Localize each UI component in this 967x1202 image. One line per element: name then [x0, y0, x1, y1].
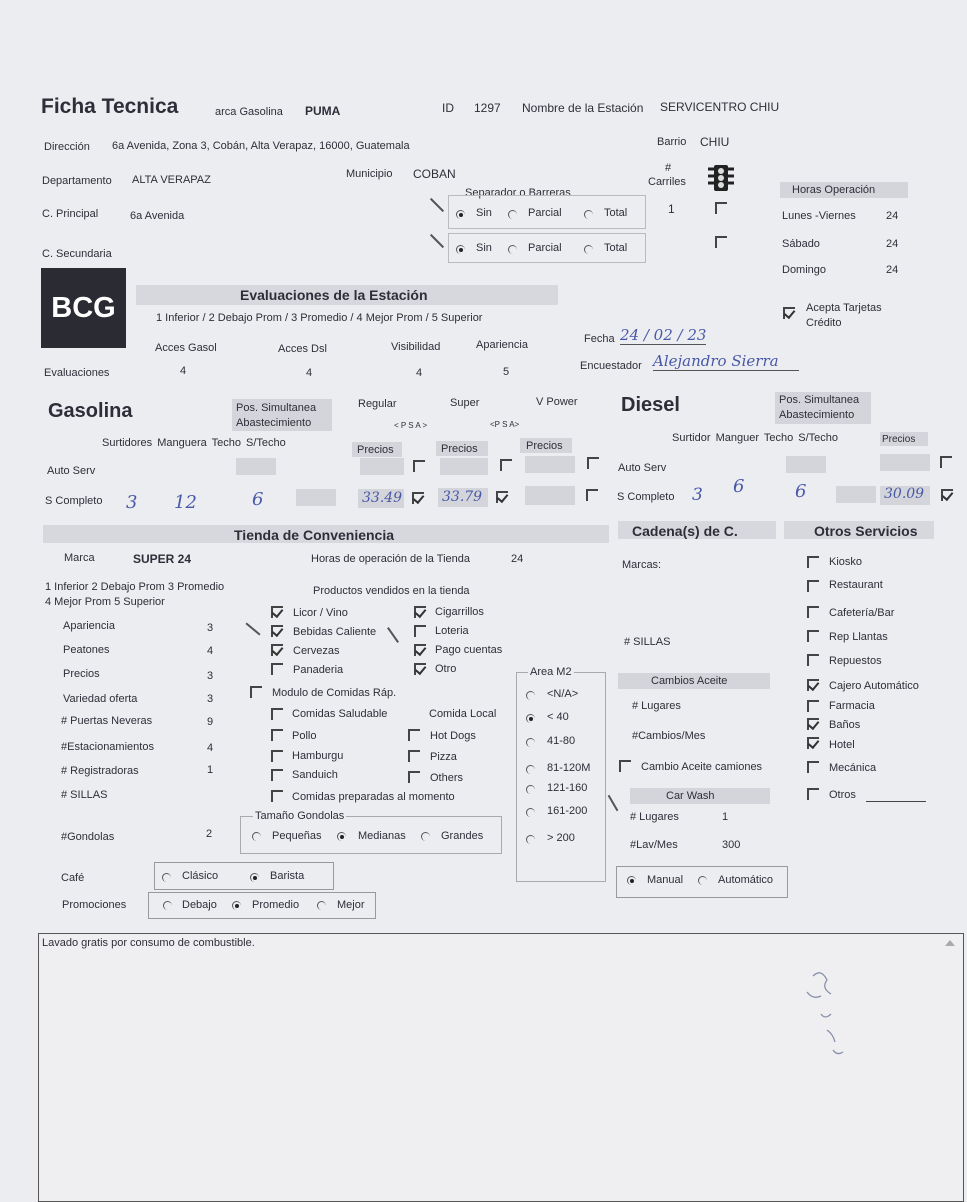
area-na-radio[interactable]	[526, 691, 535, 700]
gas-precio-regular-value: 33.49	[362, 490, 403, 506]
gas-stecho-field[interactable]	[296, 489, 336, 506]
carril2-checkbox[interactable]	[715, 236, 727, 248]
area-lt40-label: < 40	[547, 711, 569, 723]
barista-label: Barista	[270, 870, 305, 882]
horas-domingo-label: Domingo	[782, 264, 827, 276]
debajo-radio[interactable]	[163, 901, 172, 910]
pollo-checkbox[interactable]	[271, 729, 283, 741]
rating-sillas-label: # SILLAS	[61, 789, 108, 801]
diesel-auto-precio-field[interactable]	[880, 454, 930, 471]
tienda-horas-label: Horas de operación de la Tienda	[311, 553, 470, 565]
separador2-parcial-radio[interactable]	[508, 245, 517, 254]
psa-regular: < P S A >	[394, 421, 428, 430]
loteria-checkbox[interactable]	[414, 625, 426, 637]
area-group	[516, 672, 606, 882]
form-title: Ficha Tecnica	[41, 95, 179, 118]
cafeteria-checkbox[interactable]	[807, 606, 819, 618]
gas-precio-vpower-field[interactable]	[525, 486, 575, 505]
productos-title: Productos vendidos en la tienda	[313, 585, 470, 597]
precios-label-3: Precios	[526, 440, 563, 452]
lav-mes-value: 300	[722, 839, 741, 851]
gas-regular-checkbox[interactable]	[412, 492, 424, 504]
grandes-label: Grandes	[441, 830, 484, 842]
repuestos-checkbox[interactable]	[807, 654, 819, 666]
medianas-radio[interactable]	[337, 832, 346, 841]
sanduich-label: Sanduich	[292, 769, 338, 781]
rating-peatones-value: 4	[207, 645, 214, 657]
rating-apariencia-label: Apariencia	[63, 620, 115, 632]
mejor-radio[interactable]	[317, 901, 326, 910]
camiones-label: Cambio Aceite camiones	[641, 761, 763, 773]
cambios-mes-label: #Cambios/Mes	[632, 730, 706, 742]
separador2-parcial-label: Parcial	[528, 242, 562, 254]
cigarrillos-checkbox[interactable]	[414, 606, 426, 618]
mejor-label: Mejor	[337, 899, 365, 911]
pen-mark	[430, 234, 444, 248]
eval-apariencia-label: Apariencia	[476, 339, 528, 351]
licor-label: Licor / Vino	[293, 607, 348, 619]
gas-manguera-value[interactable]: 12	[174, 492, 197, 513]
tarjetas-checkbox[interactable]	[783, 307, 795, 319]
separador1-sin-radio[interactable]	[456, 210, 465, 219]
diesel-manguer-value[interactable]: 6	[733, 476, 745, 497]
departamento-label: Departamento	[42, 175, 112, 187]
hotdogs-checkbox[interactable]	[408, 729, 420, 741]
preparadas-checkbox[interactable]	[271, 790, 283, 802]
scroll-up-icon[interactable]	[945, 940, 955, 946]
gas-auto-precio-super[interactable]	[440, 458, 488, 475]
area-81-120-radio[interactable]	[526, 765, 535, 774]
cajero-checkbox[interactable]	[807, 679, 819, 691]
secundaria-label: C. Secundaria	[42, 248, 112, 260]
pen-mark	[245, 622, 260, 635]
eval-acces-dsl-value: 4	[306, 367, 313, 379]
kiosko-label: Kiosko	[829, 556, 863, 568]
area-121-160-label: 121-160	[547, 782, 588, 794]
tienda-scale-line1: 1 Inferior 2 Debajo Prom 3 Promedio	[45, 581, 225, 593]
pen-mark	[430, 198, 444, 212]
tienda-horas-value: 24	[511, 553, 524, 565]
rating-variedad-label: Variedad oferta	[63, 693, 138, 705]
carwash-title: Car Wash	[666, 790, 715, 802]
pizza-label: Pizza	[430, 751, 457, 763]
banos-label: Baños	[829, 719, 861, 731]
horas-domingo-value: 24	[886, 264, 899, 276]
cigarrillos-label: Cigarrillos	[435, 606, 484, 618]
horas-sabado-label: Sábado	[782, 238, 820, 250]
gasolina-pos-line1: Pos. Simultanea	[236, 402, 317, 414]
area-121-160-radio[interactable]	[526, 785, 535, 794]
gasolina-columns: Surtidores Manguera Techo S/Techo	[102, 437, 286, 449]
regular-label: Regular	[358, 398, 397, 410]
otro-label: Otro	[435, 663, 457, 675]
clasico-radio[interactable]	[162, 873, 171, 882]
gas-super-checkbox[interactable]	[496, 491, 508, 503]
otros-label: Otros	[829, 789, 856, 801]
direccion-label: Dirección	[44, 141, 90, 153]
rating-apariencia-value: 3	[207, 622, 214, 634]
rating-peatones-label: Peatones	[63, 644, 110, 656]
notes-text: Lavado gratis por consumo de combustible.	[42, 937, 255, 949]
vpower-label: V Power	[536, 396, 578, 408]
rating-neveras-label: # Puertas Neveras	[61, 715, 153, 727]
eval-acces-gasol-value: 4	[180, 365, 187, 377]
area-161-200-radio[interactable]	[526, 808, 535, 817]
clasico-label: Clásico	[182, 870, 219, 882]
diesel-techo-value[interactable]: 6	[795, 481, 807, 502]
farmacia-label: Farmacia	[829, 700, 875, 712]
diesel-precios-label: Precios	[882, 434, 916, 445]
encuestador-value[interactable]: Alejandro Sierra	[653, 352, 799, 371]
area-title: Area M2	[530, 666, 572, 678]
restaurant-checkbox[interactable]	[807, 580, 819, 592]
saludable-label: Comidas Saludable	[292, 708, 388, 720]
evaluaciones-title: Evaluaciones de la Estación	[240, 287, 428, 303]
diesel-auto-serv-label: Auto Serv	[618, 462, 667, 474]
separador2-sin-label: Sin	[476, 242, 492, 254]
rating-estacionamientos-value: 4	[207, 742, 214, 754]
eval-visibilidad-label: Visibilidad	[391, 341, 441, 353]
diesel-pos-line1: Pos. Simultanea	[779, 394, 860, 406]
encuestador-label: Encuestador	[580, 360, 642, 372]
horas-lunes-label: Lunes -Viernes	[782, 210, 856, 222]
traffic-light-icon	[708, 163, 734, 198]
manual-label: Manual	[647, 874, 684, 886]
modulo-checkbox[interactable]	[250, 686, 262, 698]
separador1-parcial-radio[interactable]	[508, 210, 517, 219]
separador-title: Separador o Barreras	[465, 187, 571, 199]
rating-registradoras-label: # Registradoras	[61, 765, 139, 777]
diesel-surtidor-value[interactable]: 3	[692, 485, 703, 505]
rating-neveras-value: 9	[207, 716, 214, 728]
banos-checkbox[interactable]	[807, 718, 819, 730]
pen-mark	[608, 795, 619, 812]
gas-s-completo-label: S Completo	[45, 495, 103, 507]
bcg-logo: BCG	[41, 268, 126, 348]
promedio-label: Promedio	[252, 899, 300, 911]
principal-value: 6a Avenida	[130, 210, 185, 222]
precios-label-2: Precios	[441, 443, 478, 455]
area-lt40-radio[interactable]	[526, 714, 535, 723]
carriles-value: 1	[668, 202, 675, 216]
diesel-title: Diesel	[621, 394, 680, 416]
diesel-pos-line2: Abastecimiento	[779, 409, 855, 421]
area-na-label: <N/A>	[547, 688, 579, 700]
gas-surtidores-value[interactable]: 3	[126, 492, 138, 513]
mecanica-checkbox[interactable]	[807, 761, 819, 773]
gasolina-title: Gasolina	[48, 400, 133, 422]
principal-label: C. Principal	[42, 208, 99, 220]
station-name-value: SERVICENTRO CHIU	[660, 100, 780, 114]
gondolas-value: 2	[206, 828, 213, 840]
hamburgu-checkbox[interactable]	[271, 750, 283, 762]
municipio-value: COBAN	[413, 167, 456, 181]
camiones-checkbox[interactable]	[619, 760, 631, 772]
super-label: Super	[450, 397, 480, 409]
marca-label: arca Gasolina	[215, 106, 283, 118]
tienda-scale-line2: 4 Mejor Prom 5 Superior	[45, 596, 165, 608]
direccion-value: 6a Avenida, Zona 3, Cobán, Alta Verapaz, 16000, Guatemala	[112, 140, 410, 152]
horas-sabado-value: 24	[886, 238, 899, 250]
rating-estacionamientos-label: #Estacionamientos	[61, 741, 154, 753]
eval-acces-gasol-label: Acces Gasol	[155, 342, 217, 354]
automatico-label: Automático	[718, 874, 774, 886]
licor-checkbox[interactable]	[271, 606, 283, 618]
barista-radio[interactable]	[250, 873, 259, 882]
precios-label-1: Precios	[357, 444, 394, 456]
cambios-title: Cambios Aceite	[651, 675, 728, 687]
notes-textarea[interactable]	[38, 933, 964, 1202]
horas-lunes-value: 24	[886, 210, 899, 222]
bebidas-label: Bebidas Caliente	[293, 626, 377, 638]
departamento-value: ALTA VERAPAZ	[132, 174, 211, 186]
diesel-precio-value: 30.09	[884, 486, 925, 502]
gondolas-label: #Gondolas	[61, 831, 115, 843]
pen-mark	[387, 627, 399, 643]
gas-auto-precio-regular[interactable]	[360, 458, 404, 475]
farmacia-checkbox[interactable]	[807, 700, 819, 712]
area-41-80-radio[interactable]	[526, 738, 535, 747]
cajero-label: Cajero Automático	[829, 680, 919, 692]
cafeteria-label: Cafetería/Bar	[829, 607, 895, 619]
comida-local-label: Comida Local	[429, 708, 497, 720]
grandes-radio[interactable]	[421, 832, 430, 841]
gas-auto-super-checkbox[interactable]	[500, 459, 512, 471]
otro-checkbox[interactable]	[414, 663, 426, 675]
gas-auto-serv-label: Auto Serv	[47, 465, 96, 477]
medianas-label: Medianas	[358, 830, 406, 842]
gas-auto-techo-field[interactable]	[236, 458, 276, 475]
restaurant-label: Restaurant	[829, 579, 883, 591]
eval-apariencia-value: 5	[503, 366, 510, 378]
diesel-auto-checkbox[interactable]	[940, 456, 952, 468]
evaluaciones-row-label: Evaluaciones	[44, 367, 110, 379]
separador2-total-radio[interactable]	[584, 245, 593, 254]
kiosko-checkbox[interactable]	[807, 556, 819, 568]
marca-value: PUMA	[305, 104, 341, 118]
llantas-label: Rep Llantas	[829, 631, 888, 643]
pago-cuentas-label: Pago cuentas	[435, 644, 503, 656]
separador1-total-radio[interactable]	[584, 210, 593, 219]
area-gt200-label: > 200	[547, 832, 575, 844]
carriles-label: Carriles	[648, 176, 686, 188]
pequenas-radio[interactable]	[252, 832, 261, 841]
pizza-checkbox[interactable]	[408, 750, 420, 762]
diesel-auto-techo-field[interactable]	[786, 456, 826, 473]
fecha-label: Fecha	[584, 333, 615, 345]
tamano-title: Tamaño Gondolas	[255, 810, 345, 822]
eval-acces-dsl-label: Acces Dsl	[278, 343, 327, 355]
gas-precio-super-value: 33.79	[442, 489, 483, 505]
hotel-checkbox[interactable]	[807, 737, 819, 749]
pollo-label: Pollo	[292, 730, 317, 742]
municipio-label: Municipio	[346, 168, 393, 180]
separador2-sin-radio[interactable]	[456, 245, 465, 254]
area-41-80-label: 41-80	[547, 735, 576, 747]
station-name-label: Nombre de la Estación	[522, 101, 644, 115]
carwash-lugares-value: 1	[722, 811, 729, 823]
others-label: Others	[430, 772, 464, 784]
tarjetas-label-2: Crédito	[806, 317, 842, 329]
tienda-marca-value: SUPER 24	[133, 552, 192, 566]
separador1-parcial-label: Parcial	[528, 207, 562, 219]
cadena-title: Cadena(s) de C.	[632, 523, 738, 539]
diesel-checkbox[interactable]	[941, 489, 953, 501]
saludable-checkbox[interactable]	[271, 708, 283, 720]
panaderia-checkbox[interactable]	[271, 663, 283, 675]
cervezas-checkbox[interactable]	[271, 644, 283, 656]
barrio-value: CHIU	[700, 135, 730, 149]
id-value: 1297	[474, 101, 501, 115]
gas-auto-precio-vpower[interactable]	[525, 456, 575, 473]
diesel-stecho-field[interactable]	[836, 486, 876, 503]
pequenas-label: Pequeñas	[272, 830, 322, 842]
others-checkbox[interactable]	[408, 771, 420, 783]
cervezas-label: Cervezas	[293, 645, 340, 657]
cafe-label: Café	[61, 872, 85, 884]
separador2-total-label: Total	[604, 242, 628, 254]
manual-radio[interactable]	[627, 876, 636, 885]
evaluaciones-scale: 1 Inferior / 2 Debajo Prom / 3 Promedio / 4 Mejor Prom / 5 Superior	[156, 312, 483, 324]
cafe-group	[154, 862, 334, 890]
area-161-200-label: 161-200	[547, 805, 588, 817]
loteria-label: Loteria	[435, 625, 469, 637]
pen-scribble	[799, 964, 859, 1074]
modulo-label: Modulo de Comidas Ráp.	[272, 687, 397, 699]
fecha-value[interactable]: 24 / 02 / 23	[620, 326, 707, 344]
hotel-label: Hotel	[829, 739, 855, 751]
otros-line	[866, 801, 926, 802]
gas-vpower-checkbox[interactable]	[586, 489, 598, 501]
otros-checkbox[interactable]	[807, 788, 819, 800]
separador1-sin-label: Sin	[476, 207, 492, 219]
hamburgu-label: Hamburgu	[292, 750, 344, 762]
debajo-label: Debajo	[182, 899, 217, 911]
carwash-lugares-label: # Lugares	[630, 811, 679, 823]
otros-title: Otros Servicios	[814, 523, 918, 539]
rating-precios-label: Precios	[63, 668, 100, 680]
cadena-sillas-label: # SILLAS	[624, 636, 671, 648]
repuestos-label: Repuestos	[829, 655, 882, 667]
barrio-label: Barrio	[657, 136, 687, 148]
gasolina-pos-line2: Abastecimiento	[236, 417, 312, 429]
lav-mes-label: #Lav/Mes	[630, 839, 678, 851]
horas-title: Horas Operación	[792, 184, 876, 196]
gas-techo-value[interactable]: 6	[252, 489, 264, 510]
rating-registradoras-value: 1	[207, 764, 214, 776]
tarjetas-label: Acepta Tarjetas	[806, 302, 882, 314]
tienda-marca-label: Marca	[64, 552, 95, 564]
rating-variedad-value: 3	[207, 693, 214, 705]
separador1-total-label: Total	[604, 207, 628, 219]
marcas-label: Marcas:	[622, 559, 662, 571]
promedio-radio[interactable]	[232, 901, 241, 910]
carril1-checkbox[interactable]	[715, 202, 727, 214]
area-gt200-radio[interactable]	[526, 835, 535, 844]
llantas-checkbox[interactable]	[807, 630, 819, 642]
id-label: ID	[442, 101, 454, 115]
diesel-columns: Surtidor Manguer Techo S/Techo	[672, 432, 838, 444]
gas-auto-regular-checkbox[interactable]	[413, 460, 425, 472]
cambios-lugares-label: # Lugares	[632, 700, 681, 712]
eval-visibilidad-value: 4	[416, 367, 423, 379]
diesel-s-completo-label: S Completo	[617, 491, 675, 503]
psa-super: <P S A>	[490, 420, 520, 429]
hotdogs-label: Hot Dogs	[430, 730, 476, 742]
automatico-radio[interactable]	[698, 876, 707, 885]
pago-cuentas-checkbox[interactable]	[414, 644, 426, 656]
gas-auto-vpower-checkbox[interactable]	[587, 457, 599, 469]
panaderia-label: Panaderia	[293, 664, 344, 676]
preparadas-label: Comidas preparadas al momento	[292, 791, 455, 803]
area-81-120-label: 81-120M	[547, 762, 591, 774]
bebidas-checkbox[interactable]	[271, 625, 283, 637]
mecanica-label: Mecánica	[829, 762, 877, 774]
rating-precios-value: 3	[207, 670, 214, 682]
sanduich-checkbox[interactable]	[271, 769, 283, 781]
carriles-hash: #	[665, 162, 672, 174]
tienda-title: Tienda de Conveniencia	[234, 527, 395, 543]
promociones-label: Promociones	[62, 899, 127, 911]
